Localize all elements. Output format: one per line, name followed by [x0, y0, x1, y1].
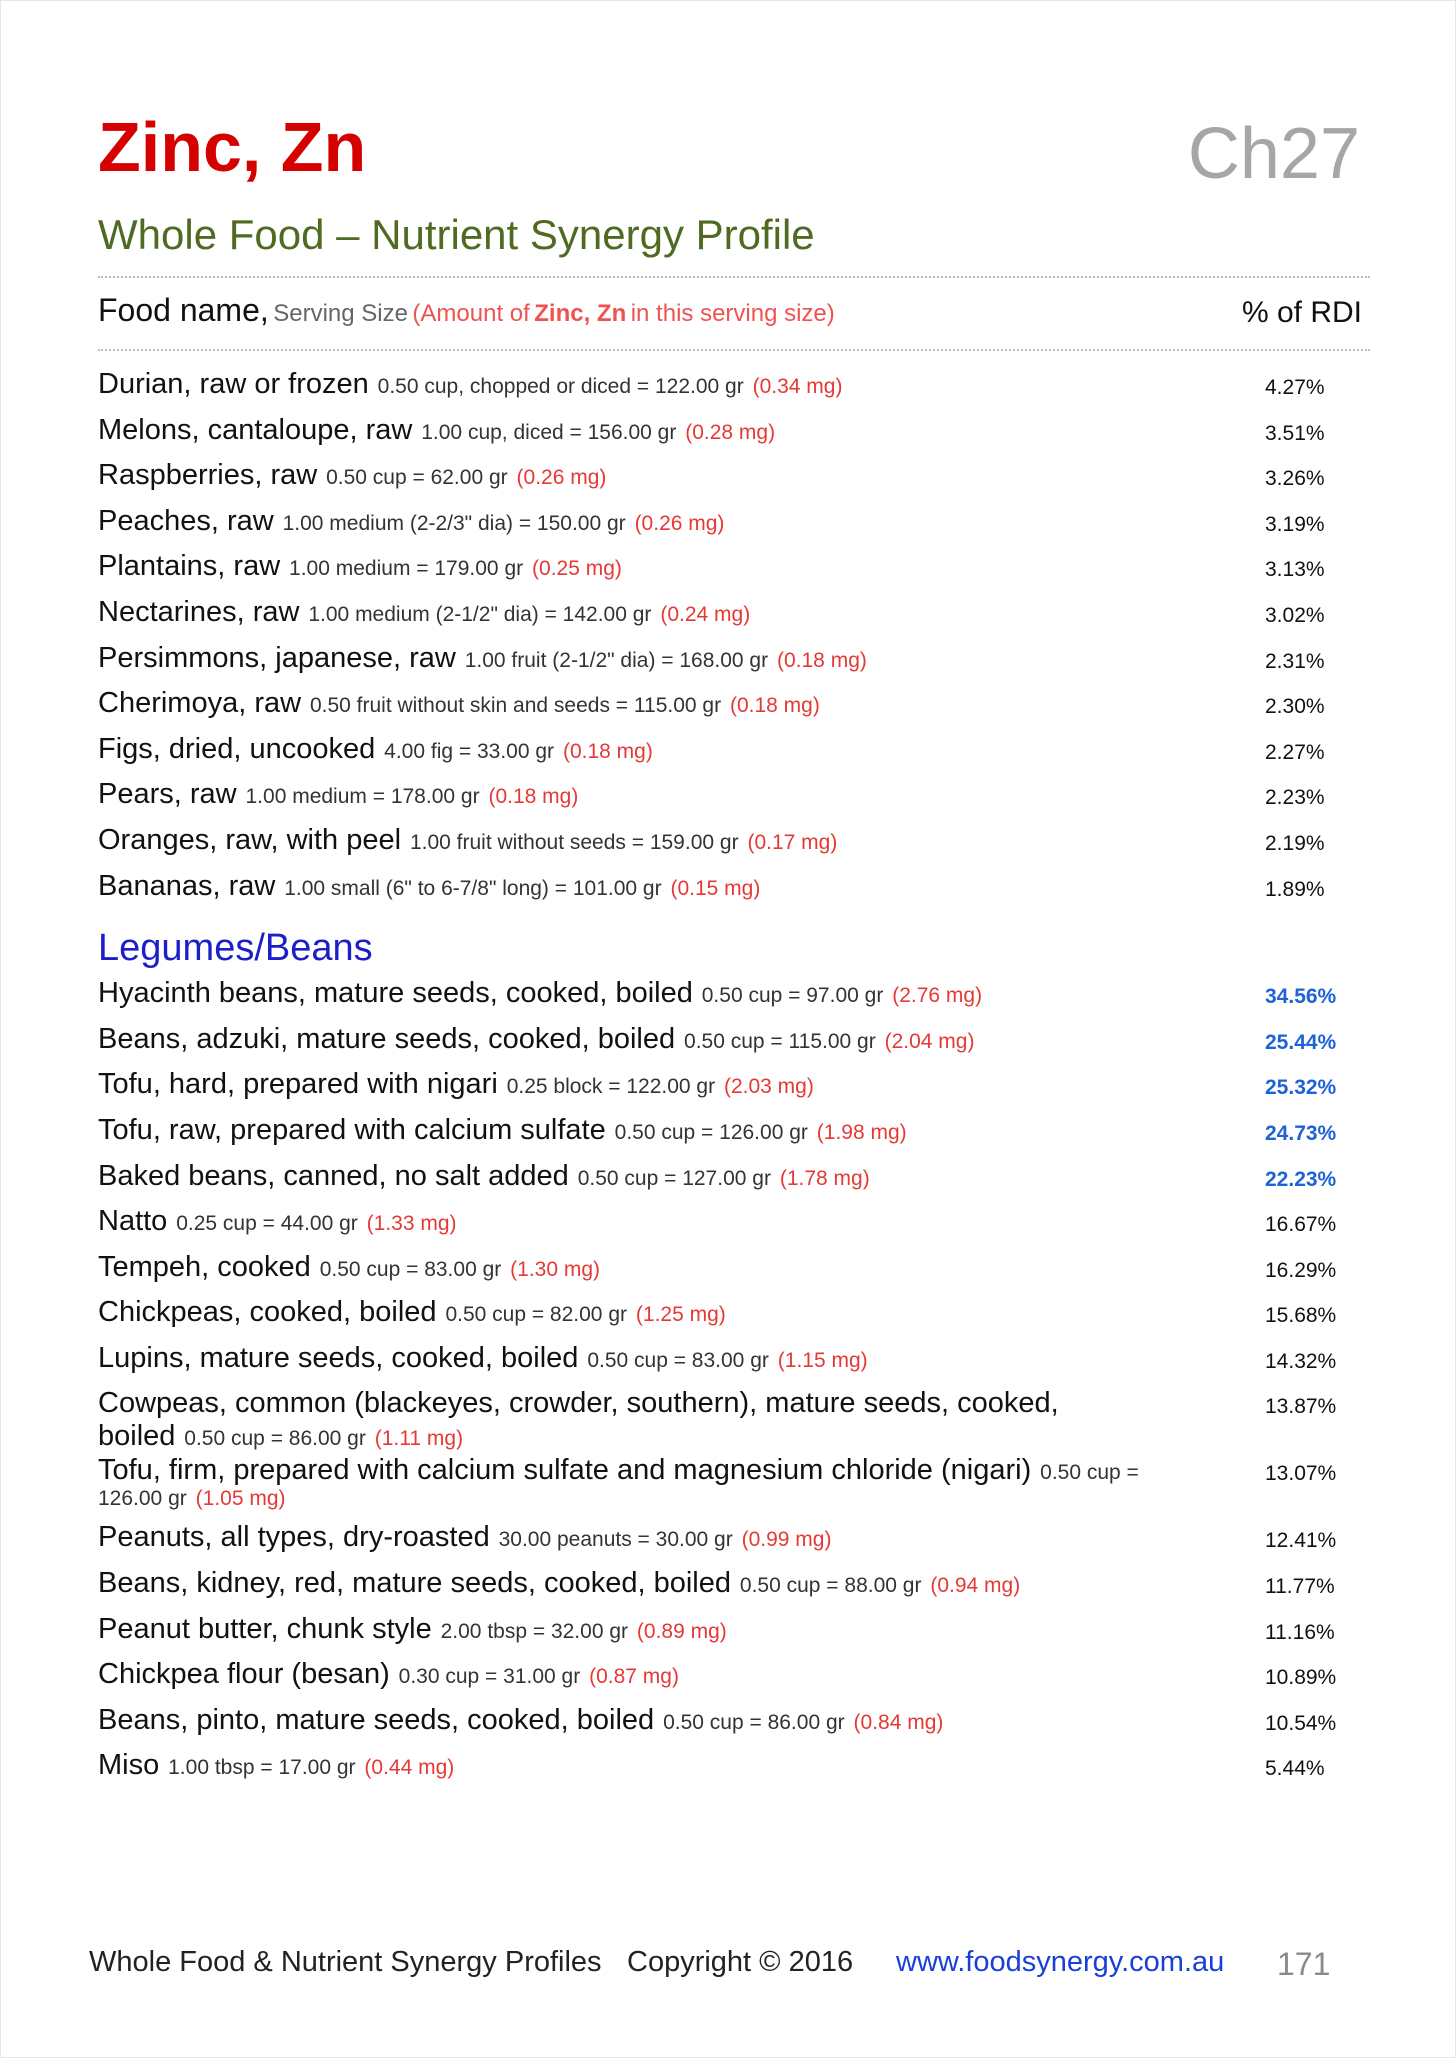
list-item — [98, 1205, 1370, 1251]
zinc-amount: (0.94 mg) — [930, 1574, 1021, 1598]
list-item — [98, 414, 1370, 460]
list-item — [98, 1068, 1370, 1114]
food-entry-text — [98, 1342, 1188, 1374]
serving-size: 0.25 block = 122.00 gr — [506, 1075, 716, 1099]
list-item — [98, 550, 1370, 596]
serving-size: 0.50 cup = 83.00 gr — [587, 1348, 769, 1372]
list-item — [98, 1749, 1370, 1795]
rdi-percent: 2.31% — [1265, 649, 1325, 673]
list-item — [98, 596, 1370, 642]
food-entry-text — [98, 642, 1188, 674]
zinc-amount: (2.04 mg) — [884, 1029, 975, 1053]
list-item — [98, 1023, 1370, 1069]
serving-size: 30.00 peanuts = 30.00 gr — [498, 1528, 733, 1552]
food-entry-text — [98, 1521, 1188, 1553]
food-entry-text — [98, 778, 1188, 810]
header-food-name: Food name, — [98, 292, 269, 328]
serving-size: 1.00 tbsp = 17.00 gr — [168, 1756, 356, 1780]
serving-size: 0.50 cup = 82.00 gr — [445, 1303, 627, 1327]
food-entry-text — [98, 824, 1188, 856]
food-name: Tempeh, cooked — [98, 1250, 311, 1283]
footer-book-title: Whole Food & Nutrient Synergy Profiles — [89, 1946, 602, 1978]
food-name: Durian, raw or frozen — [98, 368, 369, 400]
list-item — [98, 977, 1370, 1023]
rdi-percent: 16.29% — [1265, 1258, 1337, 1282]
zinc-amount: (0.18 mg) — [562, 739, 653, 763]
rdi-percent: 3.19% — [1265, 512, 1325, 536]
food-name: Chickpea flour (besan) — [98, 1658, 390, 1691]
rdi-percent: 1.89% — [1265, 877, 1325, 901]
serving-size: 1.00 medium (2-2/3" dia) = 150.00 gr — [282, 511, 626, 535]
list-item — [98, 1296, 1370, 1342]
list-item — [98, 824, 1370, 870]
food-entry-text — [98, 1567, 1188, 1599]
section-title-legumes: Legumes/Beans — [98, 927, 373, 970]
food-list — [98, 368, 1370, 1795]
zinc-amount: (2.76 mg) — [892, 984, 983, 1008]
serving-size: 1.00 small (6" to 6-7/8" long) = 101.00 gr — [284, 876, 662, 900]
list-item — [98, 1567, 1370, 1613]
serving-size: 1.00 medium = 179.00 gr — [289, 557, 524, 581]
list-item — [98, 1160, 1370, 1206]
food-entry-text — [98, 687, 1188, 719]
footer-page-number: 171 — [1277, 1946, 1331, 1982]
food-entry-text — [98, 368, 1188, 400]
dotted-divider-bottom — [98, 349, 1370, 351]
zinc-amount: (0.18 mg) — [488, 785, 579, 809]
food-entry-text — [98, 1114, 1188, 1146]
food-entry-text — [98, 1251, 1188, 1283]
food-name: Figs, dried, uncooked — [98, 732, 376, 765]
header-rdi: % of RDI — [1241, 296, 1362, 329]
chapter-label: Ch27 — [1187, 114, 1360, 194]
rdi-percent: 14.32% — [1265, 1349, 1337, 1373]
rdi-percent: 15.68% — [1265, 1304, 1337, 1328]
rdi-percent: 5.44% — [1265, 1757, 1325, 1781]
list-item — [98, 642, 1370, 688]
rdi-percent: 11.77% — [1265, 1575, 1335, 1599]
food-entry-text — [98, 1613, 1188, 1645]
serving-size: 1.00 fruit without seeds = 159.00 gr — [409, 830, 739, 854]
list-item — [98, 1114, 1370, 1160]
rdi-percent: 13.87% — [1265, 1395, 1337, 1419]
serving-size: 0.50 fruit without skin and seeds = 115.00 gr — [309, 694, 722, 718]
food-name: Lupins, mature seeds, cooked, boiled — [98, 1341, 579, 1374]
header-amount-close: in this serving size) — [630, 300, 835, 327]
list-item — [98, 1387, 1370, 1454]
legume-rows — [98, 977, 1370, 1795]
serving-size: 0.50 cup = 126.00 gr — [614, 1120, 808, 1144]
serving-size: 0.30 cup = 31.00 gr — [398, 1665, 581, 1689]
food-name: Plantains, raw — [98, 550, 281, 583]
food-entry-text — [98, 1205, 1188, 1237]
food-name: Persimmons, japanese, raw — [98, 641, 456, 674]
zinc-amount: (0.28 mg) — [685, 420, 776, 444]
serving-size: 0.50 cup = 62.00 gr — [326, 466, 508, 490]
header-serving-size: Serving Size — [273, 300, 408, 327]
food-name: Pears, raw — [98, 778, 237, 811]
zinc-amount: (1.98 mg) — [816, 1120, 907, 1144]
zinc-amount: (0.18 mg) — [777, 648, 867, 672]
page-title: Zinc, Zn — [98, 108, 367, 186]
list-item — [98, 687, 1370, 733]
food-name: Beans, adzuki, mature seeds, cooked, boiled — [98, 1022, 676, 1055]
rdi-percent: 25.32% — [1265, 1076, 1337, 1100]
zinc-amount: (1.25 mg) — [635, 1303, 726, 1327]
food-name: Peaches, raw — [98, 504, 274, 537]
zinc-amount: (0.44 mg) — [364, 1756, 455, 1780]
list-item — [98, 870, 1370, 916]
header-amount-open: (Amount of — [412, 300, 530, 327]
zinc-amount: (1.11 mg) — [374, 1426, 464, 1450]
zinc-amount: (1.15 mg) — [777, 1348, 868, 1372]
zinc-amount: (0.26 mg) — [634, 511, 725, 535]
header-nutrient: Zinc, Zn — [534, 300, 627, 327]
rdi-percent: 3.51% — [1265, 421, 1325, 445]
dotted-divider-top — [98, 276, 1370, 278]
food-name: Beans, kidney, red, mature seeds, cooked, boiled — [98, 1567, 732, 1600]
food-entry-text — [98, 505, 1188, 537]
serving-size: 0.25 cup = 44.00 gr — [176, 1212, 358, 1236]
rdi-percent: 3.26% — [1265, 467, 1325, 491]
food-name: Oranges, raw, with peel — [98, 823, 402, 856]
serving-size: 0.50 cup = 88.00 gr — [739, 1574, 922, 1598]
serving-size: 0.50 cup, chopped or diced = 122.00 gr — [377, 375, 744, 398]
serving-size: 0.50 cup = 97.00 gr — [701, 984, 884, 1008]
food-entry-text — [98, 1160, 1188, 1192]
food-entry-text — [98, 977, 1188, 1009]
list-item — [98, 778, 1370, 824]
zinc-amount: (0.87 mg) — [589, 1665, 679, 1689]
zinc-amount: (1.78 mg) — [779, 1166, 870, 1190]
serving-size: 0.50 cup = 86.00 gr — [184, 1426, 366, 1450]
zinc-amount: (0.89 mg) — [636, 1619, 727, 1643]
zinc-amount: (2.03 mg) — [723, 1075, 814, 1099]
list-item — [98, 1658, 1370, 1704]
serving-size: 1.00 cup, diced = 156.00 gr — [421, 420, 677, 444]
rdi-percent: 10.54% — [1265, 1711, 1337, 1735]
list-item — [98, 1454, 1370, 1521]
rdi-percent: 2.27% — [1265, 740, 1325, 764]
rdi-percent: 22.23% — [1265, 1167, 1337, 1191]
zinc-amount: (0.34 mg) — [752, 375, 843, 398]
rdi-percent: 10.89% — [1265, 1666, 1337, 1690]
food-name: Melons, cantaloupe, raw — [98, 413, 413, 446]
food-name: Tofu, hard, prepared with nigari — [98, 1068, 498, 1101]
rdi-percent: 34.56% — [1265, 985, 1337, 1009]
rdi-percent: 13.07% — [1265, 1462, 1337, 1486]
food-entry-text — [98, 1296, 1188, 1328]
footer-website-link[interactable]: www.foodsynergy.com.au — [896, 1946, 1225, 1978]
food-name: Cherimoya, raw — [98, 687, 302, 720]
list-item — [98, 1613, 1370, 1659]
rdi-percent: 25.44% — [1265, 1030, 1337, 1054]
food-entry-text — [98, 733, 1188, 765]
list-item — [98, 1521, 1370, 1567]
serving-size: 4.00 fig = 33.00 gr — [384, 739, 555, 763]
page-subtitle: Whole Food – Nutrient Synergy Profile — [98, 211, 815, 258]
food-entry-text — [98, 1658, 1188, 1690]
serving-size: 1.00 medium = 178.00 gr — [245, 785, 480, 809]
zinc-amount: (0.26 mg) — [516, 466, 607, 490]
serving-size: 1.00 medium (2-1/2" dia) = 142.00 gr — [308, 602, 652, 626]
rdi-percent: 2.30% — [1265, 695, 1325, 719]
serving-size: 1.00 fruit (2-1/2" dia) = 168.00 gr — [464, 648, 769, 672]
food-entry-text — [98, 550, 1188, 582]
serving-size: 0.50 cup = 126.00 gr — [98, 1461, 1139, 1510]
rdi-percent: 2.23% — [1265, 786, 1325, 810]
list-item — [98, 1704, 1370, 1750]
zinc-amount: (0.18 mg) — [729, 694, 820, 718]
food-name: Baked beans, canned, no salt added — [98, 1159, 569, 1192]
list-item — [98, 1251, 1370, 1297]
food-name: Bananas, raw — [98, 869, 276, 902]
zinc-amount: (1.05 mg) — [195, 1486, 286, 1510]
food-entry-text — [98, 1704, 1188, 1736]
list-item — [98, 733, 1370, 779]
zinc-amount: (1.33 mg) — [366, 1212, 457, 1236]
food-entry-text — [98, 1387, 1188, 1452]
food-name: Nectarines, raw — [98, 595, 300, 628]
food-name: Peanuts, all types, dry-roasted — [98, 1521, 490, 1554]
rdi-percent: 16.67% — [1265, 1213, 1337, 1237]
food-name: Peanut butter, chunk style — [98, 1612, 432, 1645]
food-name: Chickpeas, cooked, boiled — [98, 1296, 437, 1329]
serving-size: 0.50 cup = 86.00 gr — [663, 1710, 845, 1734]
zinc-amount: (0.99 mg) — [741, 1528, 832, 1552]
rdi-percent: 11.16% — [1265, 1620, 1335, 1644]
list-item — [98, 1342, 1370, 1388]
serving-size: 0.50 cup = 127.00 gr — [577, 1166, 771, 1190]
food-entry-text — [98, 414, 1188, 446]
zinc-amount: (1.30 mg) — [510, 1257, 601, 1281]
food-name: Hyacinth beans, mature seeds, cooked, boiled — [98, 977, 693, 1010]
rdi-percent: 4.27% — [1265, 376, 1325, 399]
zinc-amount: (0.17 mg) — [747, 830, 838, 854]
rdi-percent: 12.41% — [1265, 1529, 1337, 1553]
list-item — [98, 505, 1370, 551]
list-item — [98, 459, 1370, 505]
food-name: Raspberries, raw — [98, 459, 318, 492]
zinc-amount: (0.24 mg) — [660, 602, 751, 626]
food-name: Beans, pinto, mature seeds, cooked, boiled — [98, 1703, 655, 1736]
footer-copyright: Copyright © 2016 — [627, 1946, 854, 1978]
food-entry-text — [98, 1749, 1188, 1781]
food-entry-text — [98, 1023, 1188, 1055]
fruit-rows — [98, 368, 1370, 915]
food-entry-text — [98, 1454, 1188, 1510]
zinc-amount: (0.25 mg) — [532, 557, 622, 581]
zinc-amount: (0.84 mg) — [853, 1710, 944, 1734]
rdi-percent: 24.73% — [1265, 1121, 1337, 1145]
food-entry-text — [98, 1068, 1188, 1100]
list-item — [98, 368, 1370, 414]
food-name: Tofu, firm, prepared with calcium sulfate and magnesium chloride (nigari) — [98, 1454, 1032, 1487]
serving-size: 2.00 tbsp = 32.00 gr — [440, 1619, 628, 1643]
column-header — [98, 292, 1370, 332]
rdi-percent: 3.02% — [1265, 603, 1325, 627]
food-name: Miso — [98, 1749, 160, 1782]
food-name: Tofu, raw, prepared with calcium sulfate — [98, 1113, 606, 1146]
rdi-percent: 2.19% — [1265, 831, 1325, 855]
zinc-amount: (0.15 mg) — [670, 876, 761, 900]
food-entry-text — [98, 870, 1188, 902]
serving-size: 0.50 cup = 83.00 gr — [319, 1257, 502, 1281]
food-name: Cowpeas, common (blackeyes, crowder, southern), mature seeds, cooked, boiled — [98, 1387, 1059, 1452]
rdi-percent: 3.13% — [1265, 558, 1325, 582]
food-name: Natto — [98, 1205, 168, 1238]
food-entry-text — [98, 596, 1188, 628]
food-entry-text — [98, 459, 1188, 491]
serving-size: 0.50 cup = 115.00 gr — [684, 1029, 876, 1053]
